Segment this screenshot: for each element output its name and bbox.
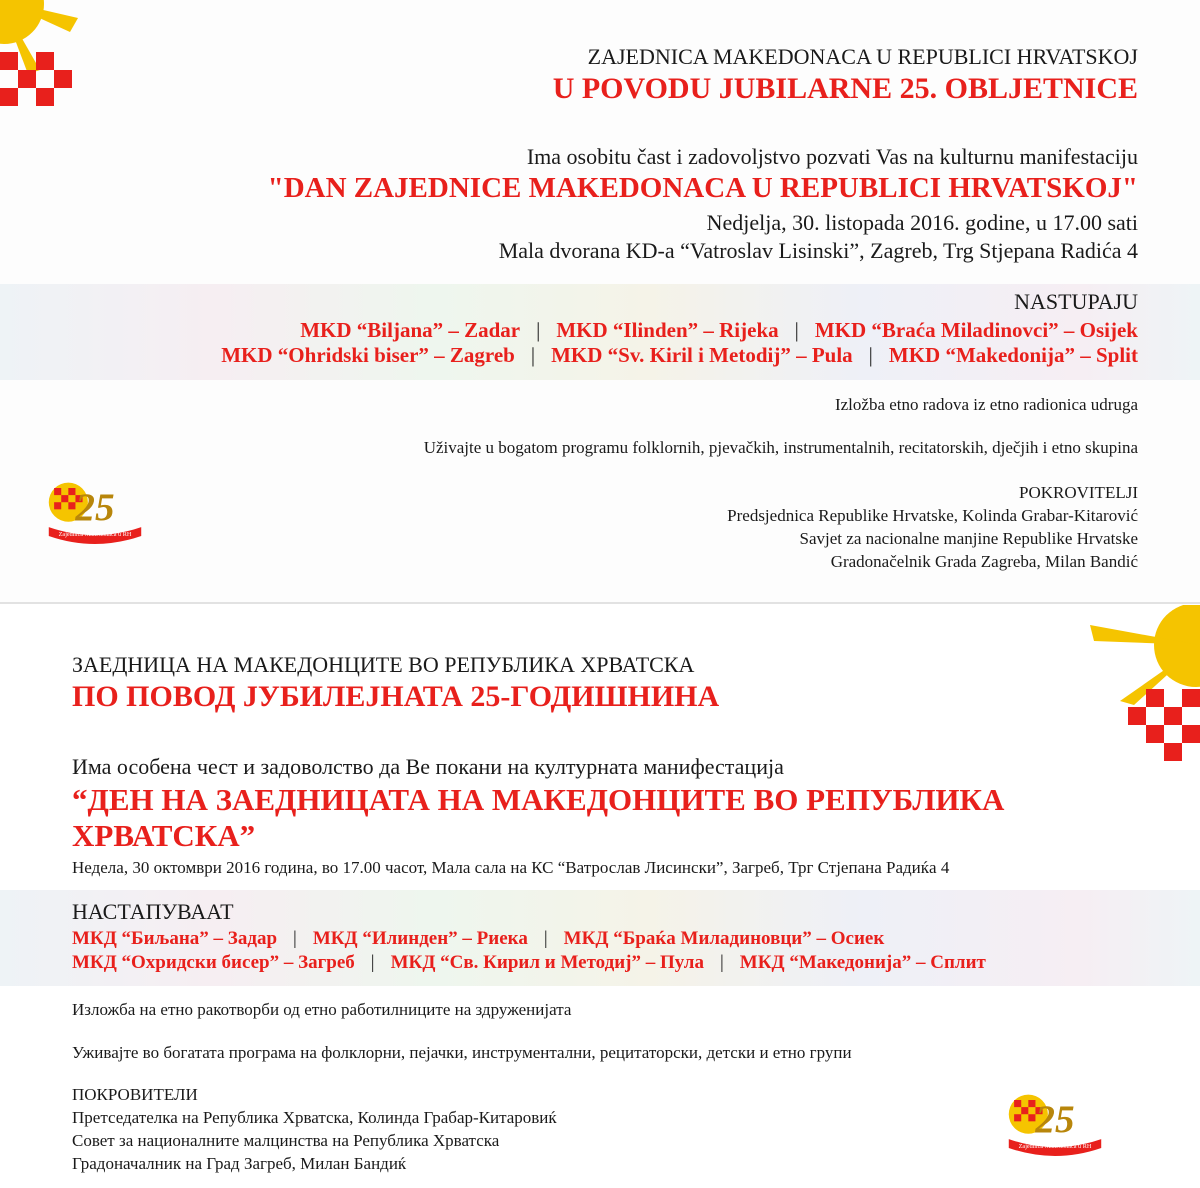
org-name: ZAJEDNICA MAKEDONACA U REPUBLICI HRVATSKOJ	[587, 44, 1138, 69]
patron-line: Совет за националните малцинства на Република Хрватска	[72, 1131, 500, 1150]
anniversary-25-logo	[1000, 1084, 1110, 1164]
performer: MKD “Sv. Kiril i Metodij” – Pula	[551, 343, 853, 367]
anniversary-25-logo	[40, 472, 150, 552]
event-title-cont: ХРВАТСКА”	[72, 818, 256, 853]
invite-line: Има особена чест и задоволство да Ве покани на културната манифестација	[72, 754, 784, 779]
checkered-pattern-icon	[0, 52, 72, 106]
org-name: ЗАЕДНИЦА НА МАКЕДОНЦИТЕ ВО РЕПУБЛИКА ХРВАТСКА	[72, 652, 695, 677]
separator: |	[719, 952, 724, 973]
event-venue: Mala dvorana KD-a “Vatroslav Lisinski”, Zagreb, Trg Stjepana Radića 4	[498, 238, 1138, 263]
sun-flag-corner-icon	[1090, 605, 1200, 785]
performer: MKD “Ilinden” – Rijeka	[556, 318, 779, 342]
performers-heading: НАСТАПУВААТ	[72, 899, 234, 924]
patron-line: Претседателка на Република Хрватска, Колинда Грабар-Китаровиќ	[72, 1108, 557, 1127]
exhibition-note: Izložba etno radova iz etno radionica udruga	[834, 395, 1138, 414]
occasion-heading: ПО ПОВОД ЈУБИЛЕЈНАТА 25-ГОДИШНИНА	[72, 680, 720, 713]
logo-number: 25	[1035, 1098, 1075, 1141]
performer: MKD “Ohridski biser” – Zagreb	[221, 343, 515, 367]
performer: МКД “Биљана” – Задар	[72, 928, 278, 949]
separator: |	[530, 343, 536, 367]
logo-caption: Zajednica Makedonaca u RH	[1018, 1143, 1092, 1150]
separator: |	[868, 343, 873, 367]
invite-line: Ima osobitu čast i zadovoljstvo pozvati Vas na kulturnu manifestaciju	[526, 144, 1138, 169]
performer: МКД “Св. Кирил и Методиј” – Пула	[390, 952, 704, 973]
patrons-heading: POKROVITELJI	[1019, 483, 1138, 502]
logo-caption: Zajednica Makedonaca u RH	[58, 531, 132, 538]
performer: МКД “Илинден” – Риека	[312, 928, 528, 949]
separator: |	[536, 318, 541, 342]
separator: |	[370, 952, 375, 973]
performer: МКД “Браќа Миладиновци” – Осиек	[563, 928, 885, 949]
separator: |	[794, 318, 799, 342]
program-note: Uživajte u bogatom programu folklornih, pjevačkih, instrumentalnih, recitatorskih, dječjih i etno skupina	[423, 438, 1138, 457]
performer: МКД “Македонија” – Сплит	[739, 952, 986, 973]
separator: |	[293, 928, 297, 949]
event-title: "DAN ZAJEDNICE MAKEDONACA U REPUBLICI HRVATSKOJ"	[267, 172, 1138, 204]
performers-row-2	[72, 952, 986, 974]
occasion-heading: U POVODU JUBILARNE 25. OBLJETNICE	[552, 72, 1138, 105]
logo-number: 25	[75, 486, 115, 529]
patron-line: Gradonačelnik Grada Zagreba, Milan Bandić	[830, 552, 1138, 571]
event-date: Nedjelja, 30. listopada 2016. godine, u 17.00 sati	[706, 210, 1138, 235]
program-note: Уживајте во богатата програма на фолклорни, пејачки, инструментални, рецитаторски, детски и етно групи	[72, 1043, 852, 1062]
separator: |	[543, 928, 548, 949]
exhibition-note: Изложба на етно ракотворби од етно работилниците на здруженијата	[72, 1000, 572, 1019]
patron-line: Градоначалник на Град Загреб, Милан Бандиќ	[72, 1154, 407, 1173]
patron-line: Savjet za nacionalne manjine Republike Hrvatske	[799, 529, 1138, 548]
patrons-heading: ПОКРОВИТЕЛИ	[72, 1085, 198, 1104]
sun-flag-corner-icon	[0, 0, 80, 130]
performers-row-2	[221, 343, 1138, 368]
event-title: “ДЕН НА ЗАЕДНИЦАТА НА МАКЕДОНЦИТЕ ВО РЕПУБЛИКА	[72, 782, 1005, 817]
performers-heading: NASTUPAJU	[1014, 289, 1138, 314]
performer: MKD “Braća Miladinovci” – Osijek	[814, 318, 1138, 342]
patron-line: Predsjednica Republike Hrvatske, Kolinda Grabar-Kitarović	[727, 506, 1138, 525]
performer: MKD “Biljana” – Zadar	[300, 318, 521, 342]
performer: MKD “Makedonija” – Split	[888, 343, 1138, 367]
performer: МКД “Охридски бисер” – Загреб	[72, 952, 355, 973]
performers-row-1	[72, 928, 884, 950]
event-date-venue: Недела, 30 октомври 2016 година, во 17.00 часот, Мала сала на КС “Ватрослав Лисински”, Загреб, Трг Стјепана Радиќа 4	[72, 858, 950, 877]
fold-divider	[0, 602, 1200, 604]
performers-row-1	[300, 318, 1138, 343]
